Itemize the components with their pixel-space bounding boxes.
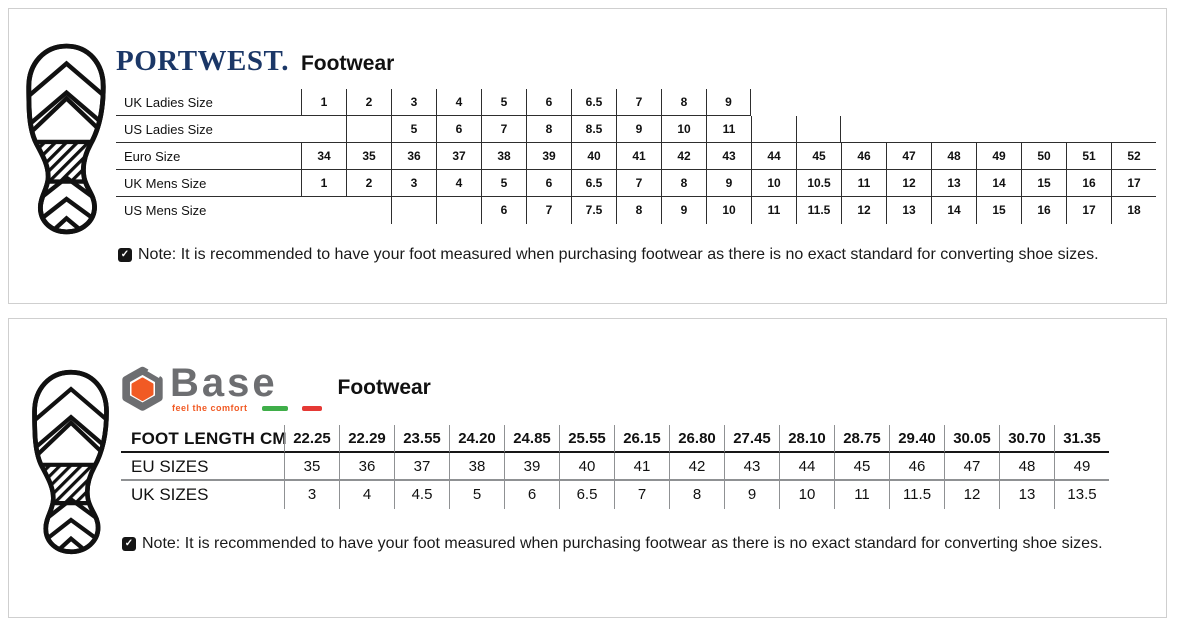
table-cell: 36 [339,453,394,481]
table-cell: 4 [339,481,394,509]
table-cell [796,116,841,143]
table-cell: 26.80 [669,425,724,453]
table-ghost-cell [1111,89,1156,116]
table-cell: 49 [1054,453,1109,481]
table-cell: 46 [841,143,886,170]
table-cell: 13.5 [1054,481,1109,509]
table-cell: 43 [724,453,779,481]
table-cell: 46 [889,453,944,481]
check-icon: ✓ [122,537,136,551]
table-cell: 6.5 [571,170,616,197]
table-cell: 41 [614,453,669,481]
table-cell: 3 [391,170,436,197]
row-label: UK Mens Size [116,170,301,197]
table-cell: 7 [526,197,571,224]
boot-footprint-icon [28,366,114,558]
table-ghost-cell [1021,116,1066,143]
table-cell: 6 [481,197,526,224]
table-cell: 51 [1066,143,1111,170]
portwest-header [116,45,394,78]
green-dash-icon [262,406,288,411]
table-cell: 47 [886,143,931,170]
table-cell: 38 [481,143,526,170]
table-cell: 13 [931,170,976,197]
table-ghost-cell [751,89,796,116]
table-cell [346,116,391,143]
base-hexagon-icon [119,366,166,413]
row-label: EU SIZES [121,453,284,481]
row-label: US Ladies Size [116,116,301,143]
row-label: US Mens Size [124,203,207,218]
table-cell: 38 [449,453,504,481]
table-cell: 15 [976,197,1021,224]
table-cell: 49 [976,143,1021,170]
table-cell: 8 [661,89,706,116]
table-cell: 44 [751,143,796,170]
table-cell: 12 [944,481,999,509]
table-cell: 11 [841,170,886,197]
table-cell: 6 [526,89,571,116]
table-cell: 11.5 [889,481,944,509]
table-ghost-cell [976,89,1021,116]
table-cell: 7.5 [571,197,616,224]
check-icon: ✓ [118,248,132,262]
base-size-table [121,425,1109,509]
table-cell: 7 [614,481,669,509]
table-cell: 5 [481,89,526,116]
table-cell: 45 [796,143,841,170]
table-cell: 9 [661,197,706,224]
table-ghost-cell [301,116,346,143]
table-cell: 8 [661,170,706,197]
table-cell: 10.5 [796,170,841,197]
row-label: FOOT LENGTH CM [121,425,284,453]
table-ghost-cell [1021,89,1066,116]
table-ghost-cell [931,89,976,116]
table-cell: 8.5 [571,116,616,143]
table-ghost-cell [796,89,841,116]
portwest-size-chart-panel [8,8,1167,304]
table-cell: 13 [999,481,1054,509]
table-cell: 6 [526,170,571,197]
note [118,246,1099,264]
table-cell: 42 [661,143,706,170]
table-cell [391,197,436,224]
table-cell: 24.20 [449,425,504,453]
table-cell [751,116,796,143]
portwest-size-table [116,89,1156,224]
table-cell: 22.29 [339,425,394,453]
note [122,535,1103,553]
table-cell: 45 [834,453,889,481]
table-cell [436,197,481,224]
table-cell: 4 [436,89,481,116]
table-ghost-cell [841,89,886,116]
table-cell: 11 [751,197,796,224]
table-ghost-cell [886,89,931,116]
table-cell: 11.5 [796,197,841,224]
table-cell: 5 [391,116,436,143]
table-cell: 37 [394,453,449,481]
table-cell: 9 [706,170,751,197]
table-cell: 25.55 [559,425,614,453]
base-header [119,361,431,413]
table-cell: 7 [616,89,661,116]
table-cell: 30.05 [944,425,999,453]
table-cell: 2 [346,170,391,197]
table-cell: 30.70 [999,425,1054,453]
table-cell: 24.85 [504,425,559,453]
boot-footprint-icon [22,40,111,238]
table-cell: 26.15 [614,425,669,453]
table-cell: 31.35 [1054,425,1109,453]
table-cell: 14 [976,170,1021,197]
red-dash-icon [302,406,322,411]
base-tagline: feel the comfort [172,403,248,413]
table-cell: 3 [391,89,436,116]
table-cell: 15 [1021,170,1066,197]
table-cell: 52 [1111,143,1156,170]
table-ghost-cell [841,116,886,143]
table-cell: 23.55 [394,425,449,453]
table-cell: 3 [284,481,339,509]
footwear-title: Footwear [300,52,395,75]
table-cell: 2 [346,89,391,116]
row-label: UK Ladies Size [116,89,301,116]
table-cell: 44 [779,453,834,481]
table-cell: 5 [481,170,526,197]
table-cell: 48 [999,453,1054,481]
table-cell: 10 [706,197,751,224]
table-cell: 8 [526,116,571,143]
footwear-title: Footwear [337,376,431,399]
table-cell: 1 [301,89,346,116]
table-cell: 35 [284,453,339,481]
table-cell: 11 [834,481,889,509]
row-label: Euro Size [116,143,301,170]
table-ghost-cell [1066,89,1111,116]
table-cell: 34 [301,143,346,170]
table-ghost-cell [931,116,976,143]
table-cell: 40 [559,453,614,481]
note-text: Note: It is recommended to have your foot measured when purchasing footwear as there is no exact standard for converting shoe sizes. [138,246,1099,263]
table-cell: 48 [931,143,976,170]
table-cell: 16 [1066,170,1111,197]
table-cell: 13 [886,197,931,224]
table-cell: 39 [526,143,571,170]
table-ghost-cell [976,116,1021,143]
table-cell: 17 [1066,197,1111,224]
table-cell: 18 [1111,197,1156,224]
table-cell: 9 [724,481,779,509]
table-cell: 10 [779,481,834,509]
table-cell: 10 [751,170,796,197]
table-cell: 47 [944,453,999,481]
table-cell: 28.10 [779,425,834,453]
table-cell: 36 [391,143,436,170]
table-cell: 5 [449,481,504,509]
table-cell: 28.75 [834,425,889,453]
table-cell: 40 [571,143,616,170]
table-cell: 10 [661,116,706,143]
table-cell: 9 [616,116,661,143]
table-cell: 17 [1111,170,1156,197]
table-cell: 43 [706,143,751,170]
table-cell: 4.5 [394,481,449,509]
base-logo: Base [170,361,278,405]
table-cell: 22.25 [284,425,339,453]
table-cell: 50 [1021,143,1066,170]
table-cell: 6 [504,481,559,509]
table-ghost-cell [886,116,931,143]
table-cell: 1 [301,170,346,197]
table-cell: 12 [841,197,886,224]
table-cell: 11 [706,116,751,143]
table-ghost-cell [1066,116,1111,143]
table-cell: 29.40 [889,425,944,453]
table-cell: 6.5 [571,89,616,116]
table-cell: 8 [669,481,724,509]
table-cell: 9 [706,89,751,116]
table-cell: 7 [616,170,661,197]
table-cell: 7 [481,116,526,143]
table-cell: 16 [1021,197,1066,224]
table-ghost-cell [301,197,346,224]
base-size-chart-panel [8,318,1167,618]
note-text: Note: It is recommended to have your foot measured when purchasing footwear as there is no exact standard for converting shoe sizes. [142,535,1103,552]
table-cell: 6.5 [559,481,614,509]
table-cell: 35 [346,143,391,170]
table-cell: 14 [931,197,976,224]
table-ghost-cell [1111,116,1156,143]
table-cell: 8 [616,197,661,224]
table-cell: 37 [436,143,481,170]
table-cell: 41 [616,143,661,170]
portwest-logo: PORTWEST. [116,45,289,77]
table-cell: 39 [504,453,559,481]
table-cell: 4 [436,170,481,197]
table-cell: 27.45 [724,425,779,453]
table-cell: 42 [669,453,724,481]
table-cell: 12 [886,170,931,197]
row-label: UK SIZES [131,485,209,504]
table-cell: 6 [436,116,481,143]
table-ghost-cell [346,197,391,224]
